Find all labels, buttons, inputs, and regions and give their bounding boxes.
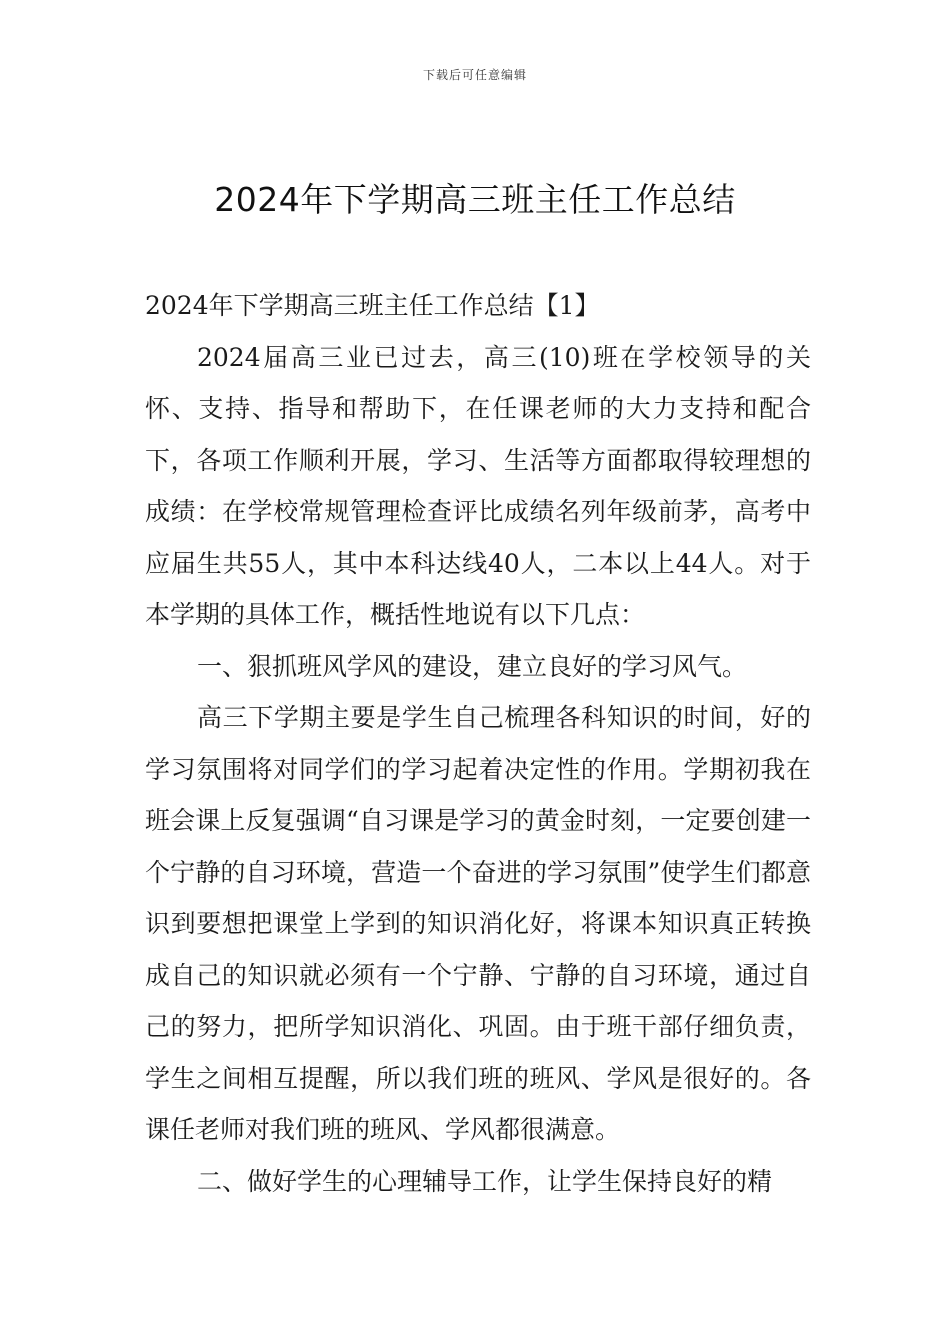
document-body: [145, 280, 811, 1207]
header-note: 下载后可任意编辑: [422, 68, 527, 82]
paragraph-body-1: 高三下学期主要是学生自己梳理各科知识的时间，好的学习氛围将对同学们的学习起着决定性的作用。学期初我在班会课上反复强调“自习课是学习的黄金时刻，一定要创建一个宁静的自习环境，营造一个奋进的学习氛围”使学生们都意识到要想把课堂上学到的知识消化好，将课本知识真正转换成自己的知识就必须有一个宁静、宁静的自习环境，通过自己的努力，把所学知识消化、巩固。由于班干部仔细负责，学生之间相互提醒，所以我们班的班风、学风是很好的。各课任老师对我们班的班风、学风都很满意。: [145, 703, 811, 1144]
paragraph-heading-2: 二、做好学生的心理辅导工作，让学生保持良好的精: [197, 1166, 773, 1196]
section-subtitle: 2024年下学期高三班主任工作总结【1】: [145, 291, 600, 320]
paragraph-intro: 2024届高三业已过去，高三(10)班在学校领导的关怀、支持、指导和帮助下，在任课老师的大力支持和配合下，各项工作顺利开展，学习、生活等方面都取得较理想的成绩：在学校常规管理检查评比成绩名列年级前茅，高考中应届生共55人，其中本科达线40人，二本以上44人。对于本学期的具体工作，概括性地说有以下几点：: [145, 342, 811, 629]
document-title: 2024年下学期高三班主任工作总结: [214, 180, 736, 219]
paragraph-heading-1: 一、狠抓班风学风的建设，建立良好的学习风气。: [197, 651, 748, 681]
